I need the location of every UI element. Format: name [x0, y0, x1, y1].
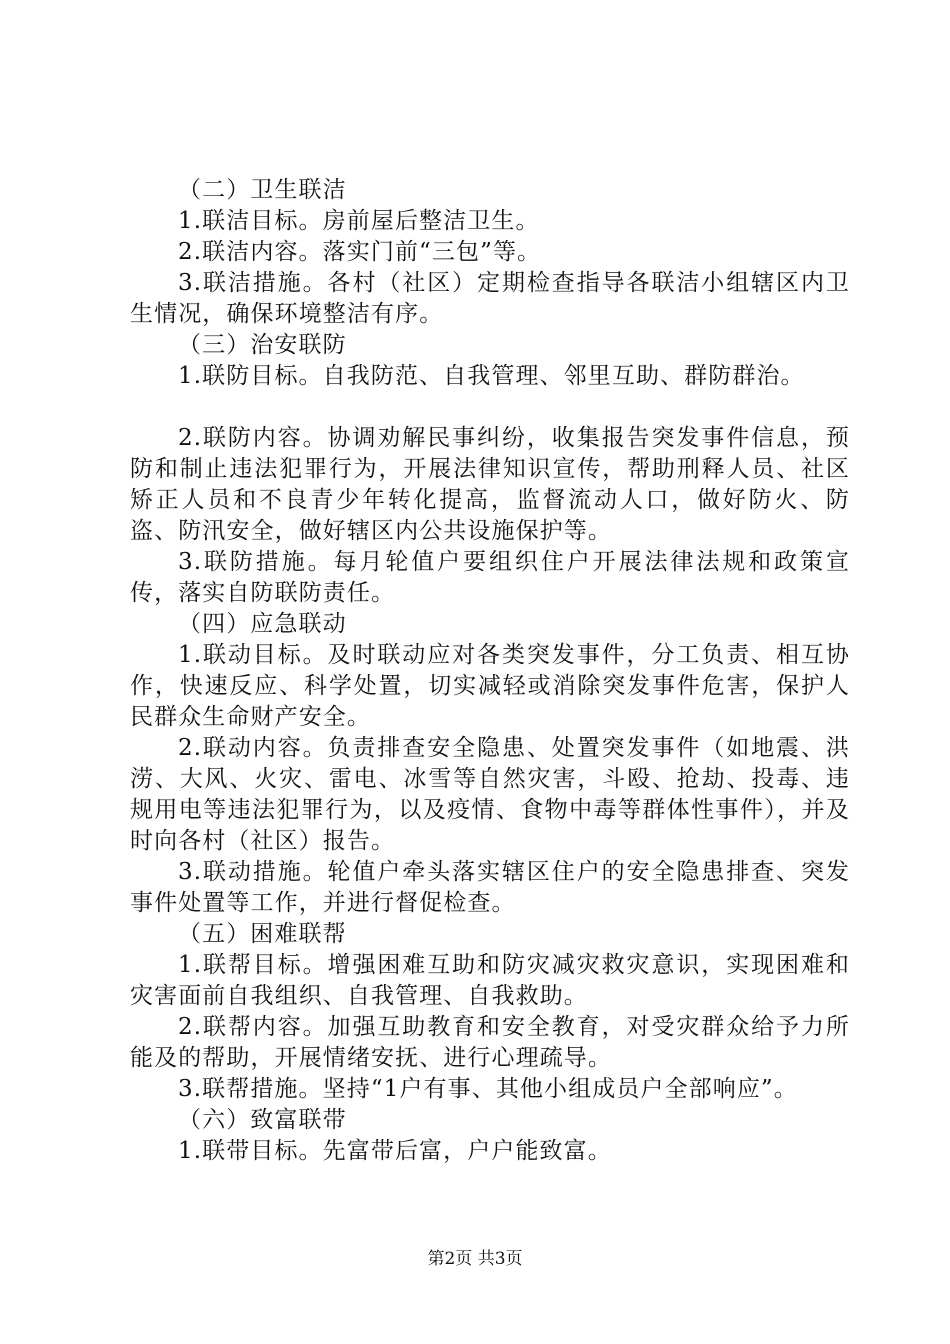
paragraph: 3.联防措施。每月轮值户要组织住户开展法律法规和政策宣传，落实自防联防责任。: [130, 549, 850, 606]
paragraph: 3.联动措施。轮值户牵头落实辖区住户的安全隐患排查、突发事件处置等工作，并进行督促检查。: [130, 859, 850, 916]
section-heading-4: （四）应急联动: [178, 611, 347, 637]
paragraph: 1.联帮目标。增强困难互助和防灾减灾救灾意识，实现困难和灾害面前自我组织、自我管理、自我救助。: [130, 952, 850, 1009]
paragraph: 1.联动目标。及时联动应对各类突发事件，分工负责、相互协作，快速反应、科学处置，切实减轻或消除突发事件危害，保护人民群众生命财产安全。: [130, 642, 850, 730]
paragraph: 2.联动内容。负责排查安全隐患、处置突发事件（如地震、洪涝、大风、火灾、雷电、冰雪等自然灾害，斗殴、抢劫、投毒、违规用电等违法犯罪行为，以及疫情、食物中毒等群体性事件），并及时向各村（社区）报告。: [130, 735, 850, 854]
paragraph: 1.联防目标。自我防范、自我管理、邻里互助、群防群治。: [178, 363, 805, 389]
section-heading-5: （五）困难联帮: [178, 921, 347, 947]
page-number-footer: 第2页 共3页: [427, 1249, 523, 1269]
paragraph: 3.联帮措施。坚持“1户有事、其他小组成员户全部响应”。: [178, 1076, 798, 1102]
paragraph: 2.联防内容。协调劝解民事纠纷，收集报告突发事件信息，预防和制止违法犯罪行为，开展法律知识宣传，帮助刑释人员、社区矫正人员和不良青少年转化提高，监督流动人口，做好防火、防盗、防汛安全，做好辖区内公共设施保护等。: [130, 425, 850, 544]
document-body: [130, 175, 850, 1167]
paragraph: 2.联洁内容。落实门前“三包”等。: [178, 239, 542, 265]
section-heading-6: （六）致富联带: [178, 1107, 347, 1133]
paragraph: 3.联洁措施。各村（社区）定期检查指导各联洁小组辖区内卫生情况，确保环境整洁有序。: [130, 270, 850, 327]
section-heading-3: （三）治安联防: [178, 332, 347, 358]
paragraph: 2.联帮内容。加强互助教育和安全教育，对受灾群众给予力所能及的帮助，开展情绪安抚、进行心理疏导。: [130, 1014, 850, 1071]
section-heading-2: （二）卫生联洁: [178, 177, 347, 203]
paragraph: 1.联洁目标。房前屋后整洁卫生。: [178, 208, 540, 234]
paragraph: 1.联带目标。先富带后富，户户能致富。: [178, 1138, 612, 1164]
blank-line: [130, 392, 850, 423]
